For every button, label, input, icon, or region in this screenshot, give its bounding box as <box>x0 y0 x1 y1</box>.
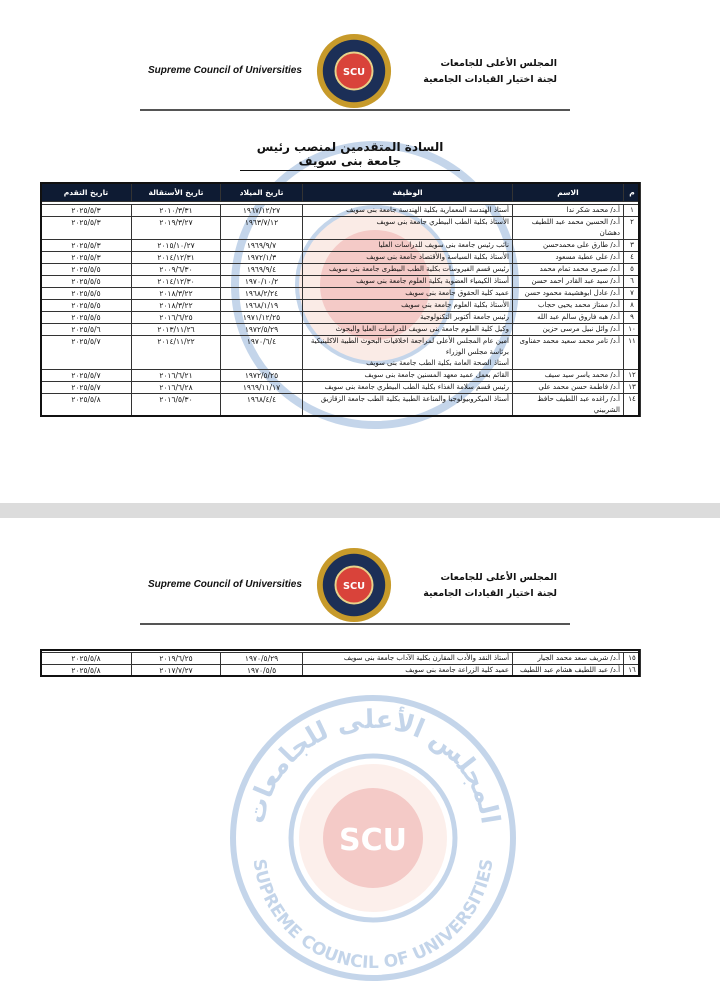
resignation-date: ٢٠١٣/١١/٢٦ <box>132 324 221 336</box>
table-row <box>41 382 641 394</box>
document-page-2 <box>0 518 720 1001</box>
header-english-title: Supreme Council of Universities <box>148 65 302 76</box>
table-row <box>41 276 641 288</box>
table-row <box>41 252 641 264</box>
applicant-name: أ.د/ محمد شكر ندا <box>513 205 624 217</box>
table-row <box>41 653 641 665</box>
application-date: ٢٠٢٥/٥/٨ <box>41 653 132 665</box>
application-date: ٢٠٢٥/٥/٥ <box>41 312 132 324</box>
application-date: ٢٠٢٥/٥/٣ <box>41 217 132 240</box>
applicant-name: أ.د/ شريف سعد محمد الجيار <box>513 653 624 665</box>
applicant-name: أ.د/ صبرى محمد تمام محمد <box>513 264 624 276</box>
table-row <box>41 264 641 276</box>
application-date: ٢٠٢٥/٥/٧ <box>41 336 132 370</box>
applicant-job: نائب رئيس جامعة بنى سويف للدراسات العليا <box>303 240 513 252</box>
birth-date: ١٩٧٢/١/٣ <box>221 252 303 264</box>
header-arabic-subtitle: لجنة اختيار القيادات الجامعية <box>423 74 557 85</box>
table-row <box>41 240 641 252</box>
resignation-date: ٢٠١٨/٣/٢٢ <box>132 288 221 300</box>
row-number: ٩ <box>624 312 641 324</box>
col-header-name: الاسم <box>513 183 624 202</box>
applicant-name: أ.د/ عادل ابوهشيمة محمود حسن <box>513 288 624 300</box>
applicant-name: أ.د/ الحسين محمد عبد اللطيف دهشان <box>513 217 624 240</box>
row-number: ٧ <box>624 288 641 300</box>
resignation-date: ٢٠١٧/٧/٢٧ <box>132 665 221 677</box>
application-date: ٢٠٢٥/٥/٥ <box>41 276 132 288</box>
col-header-apply: تاريخ التقدم <box>41 183 132 202</box>
resignation-date: ٢٠١٩/٦/٢٥ <box>132 653 221 665</box>
header-divider <box>140 623 570 625</box>
birth-date: ١٩٦٩/٩/٧ <box>221 240 303 252</box>
application-date: ٢٠٢٥/٥/٧ <box>41 382 132 394</box>
resignation-date: ٢٠١٩/٣/٢٧ <box>132 217 221 240</box>
applicant-job: أستاذ الهندسة المعمارية بكلية الهندسة جامعة بنى سويف <box>303 205 513 217</box>
col-header-num: م <box>624 183 641 202</box>
application-date: ٢٠٢٥/٥/٥ <box>41 264 132 276</box>
resignation-date: ٢٠١٤/١٢/٣١ <box>132 252 221 264</box>
row-number: ١١ <box>624 336 641 370</box>
application-date: ٢٠٢٥/٥/٨ <box>41 665 132 677</box>
application-date: ٢٠٢٥/٥/٨ <box>41 394 132 417</box>
page-title: السادة المتقدمين لمنصب رئيس جامعة بنى سويف <box>240 140 460 171</box>
scu-watermark-large <box>223 688 523 988</box>
birth-date: ١٩٧٠/٦/٤ <box>221 336 303 370</box>
row-number: ١ <box>624 205 641 217</box>
applicant-job: وكيل كلية العلوم جامعة بنى سويف للدراسات العليا والبحوث <box>303 324 513 336</box>
watermark-center-text: SCU <box>339 823 407 858</box>
birth-date: ١٩٧٢/٥/٢٥ <box>221 370 303 382</box>
table-row <box>41 288 641 300</box>
applicant-job: الأستاذ بكلية السياسة والأقتصاد جامعة بنى سويف <box>303 252 513 264</box>
birth-date: ١٩٦٨/١/١٩ <box>221 300 303 312</box>
birth-date: ١٩٧١/١٢/٢٥ <box>221 312 303 324</box>
row-number: ١٠ <box>624 324 641 336</box>
row-number: ١٦ <box>624 665 641 677</box>
row-number: ١٤ <box>624 394 641 417</box>
application-date: ٢٠٢٥/٥/٣ <box>41 240 132 252</box>
row-number: ١٣ <box>624 382 641 394</box>
application-date: ٢٠٢٥/٥/٥ <box>41 288 132 300</box>
row-number: ٥ <box>624 264 641 276</box>
applicant-name: أ.د/ فاطمة حسن محمد علي <box>513 382 624 394</box>
applicant-job: أستاذ الميكروبيولوجيا والمناعة الطبية بكلية الطب جامعة الزقازيق <box>303 394 513 417</box>
birth-date: ١٩٦٣/٧/١٢ <box>221 217 303 240</box>
applicant-job: رئيس قسم سلامة الغذاء بكلية الطب البيطري جامعة بنى سويف <box>303 382 513 394</box>
logo-text: SCU <box>342 66 366 78</box>
header-english-title: Supreme Council of Universities <box>148 579 302 590</box>
birth-date: ١٩٧٠/١٠/٢ <box>221 276 303 288</box>
resignation-date: ٢٠١٦/٥/٣٠ <box>132 394 221 417</box>
resignation-date: ٢٠١٦/٦/٢٨ <box>132 382 221 394</box>
logo-text: SCU <box>342 580 366 592</box>
applicant-name: أ.د/ تامر محمد سعيد محمد حفناوى <box>513 336 624 370</box>
table-row <box>41 217 641 240</box>
resignation-date: ٢٠١٠/٣/٣١ <box>132 205 221 217</box>
resignation-date: ٢٠١٦/٦/٢٥ <box>132 312 221 324</box>
applicant-name: أ.د/ هبه فاروق سالم عبد الله <box>513 312 624 324</box>
row-number: ٦ <box>624 276 641 288</box>
table-row <box>41 324 641 336</box>
applicants-table-continued <box>40 649 641 677</box>
birth-date: ١٩٧٠/٥/٢٩ <box>221 653 303 665</box>
applicant-name: أ.د/ طارق على محمدحسن <box>513 240 624 252</box>
row-number: ١٥ <box>624 653 641 665</box>
application-date: ٢٠٢٥/٥/٥ <box>41 300 132 312</box>
col-header-birth: تاريخ الميلاد <box>221 183 303 202</box>
table-row <box>41 394 641 417</box>
birth-date: ١٩٧٢/٥/٢٩ <box>221 324 303 336</box>
applicant-name: أ.د/ راغده عبد اللطيف حافظ الشربيني <box>513 394 624 417</box>
applicant-name: أ.د/ محمد ياسر سيد سيف <box>513 370 624 382</box>
header-arabic-subtitle: لجنة اختيار القيادات الجامعية <box>423 588 557 599</box>
applicant-job: الأستاذ بكلية الطب البيطري جامعة بنى سويف <box>303 217 513 240</box>
table-row <box>41 205 641 217</box>
table-row <box>41 312 641 324</box>
table-row <box>41 336 641 370</box>
applicant-job: عميد كلية الحقوق جامعة بنى سويف <box>303 288 513 300</box>
application-date: ٢٠٢٥/٥/٣ <box>41 252 132 264</box>
applicant-job: أستاذ الكيمياء العضوية بكلية العلوم جامعة بنى سويف <box>303 276 513 288</box>
birth-date: ١٩٦٧/١٢/٢٧ <box>221 205 303 217</box>
applicant-name: أ.د/ عبد اللطيف هشام عبد اللطيف <box>513 665 624 677</box>
birth-date: ١٩٦٨/٢/٢٤ <box>221 288 303 300</box>
birth-date: ١٩٦٨/٤/٤ <box>221 394 303 417</box>
row-number: ٢ <box>624 217 641 240</box>
col-header-job: الوظيفة <box>303 183 513 202</box>
applicant-name: أ.د/ وائل نبيل مرسى حزين <box>513 324 624 336</box>
resignation-date: ٢٠١٤/١٢/٣٠ <box>132 276 221 288</box>
applicant-job: الأستاذ بكلية العلوم جامعة بنى سويف <box>303 300 513 312</box>
header-arabic-title: المجلس الأعلى للجامعات <box>440 58 557 69</box>
applicant-job: رئيس جامعة أكتوبر التكنولوجية <box>303 312 513 324</box>
header-divider <box>140 109 570 111</box>
resignation-date: ٢٠١٥/١٠/٢٧ <box>132 240 221 252</box>
resignation-date: ٢٠١٤/١١/٢٢ <box>132 336 221 370</box>
application-date: ٢٠٢٥/٥/٣ <box>41 205 132 217</box>
birth-date: ١٩٧٠/٥/٥ <box>221 665 303 677</box>
watermark-english-arc: SUPREME COUNCIL OF UNIVERSITIES <box>248 857 498 974</box>
header-arabic-title: المجلس الأعلى للجامعات <box>440 572 557 583</box>
applicant-job: عميد كلية الزراعة جامعة بنى سويف <box>303 665 513 677</box>
applicant-name: أ.د/ ممتاز محمد يحيى حجاب <box>513 300 624 312</box>
applicants-table <box>40 182 641 417</box>
row-number: ٣ <box>624 240 641 252</box>
row-number: ٤ <box>624 252 641 264</box>
table-row <box>41 665 641 677</box>
applicant-job: امين عام المجلس الأعلى لمراجعة اخلاقيات البحوث الطبية الاكلينيكية برئاسة مجلس الوزراء أستاذ الصحة العامة بكلية الطب جامعة بنى سويف <box>303 336 513 370</box>
table-header-row <box>41 183 641 202</box>
col-header-resign: تاريخ الأستقالة <box>132 183 221 202</box>
applicant-job: القائم بعمل عميد معهد المسنين جامعة بنى سويف <box>303 370 513 382</box>
applicant-job: أستاذ النقد والأدب المقارن بكلية الآداب جامعة بنى سويف <box>303 653 513 665</box>
applicant-name: أ.د/ سيد عبد القادر احمد حسن <box>513 276 624 288</box>
table-row <box>41 370 641 382</box>
scu-logo <box>315 32 393 110</box>
birth-date: ١٩٦٩/٩/٤ <box>221 264 303 276</box>
application-date: ٢٠٢٥/٥/٦ <box>41 324 132 336</box>
application-date: ٢٠٢٥/٥/٧ <box>41 370 132 382</box>
row-number: ١٢ <box>624 370 641 382</box>
applicant-name: أ.د/ على عطية مسعود <box>513 252 624 264</box>
table-row <box>41 300 641 312</box>
scu-logo <box>315 546 393 624</box>
row-number: ٨ <box>624 300 641 312</box>
birth-date: ١٩٦٩/١١/١٧ <box>221 382 303 394</box>
watermark-arabic-arc: المجلس الأعلى للجامعات <box>240 704 506 827</box>
resignation-date: ٢٠١٦/٦/٢١ <box>132 370 221 382</box>
resignation-date: ٢٠١٨/٣/٢٢ <box>132 300 221 312</box>
resignation-date: ٢٠٠٩/٦/٣٠ <box>132 264 221 276</box>
applicant-job: رئيس قسم الفيروسات بكلية الطب البيطرى جامعة بنى سويف <box>303 264 513 276</box>
